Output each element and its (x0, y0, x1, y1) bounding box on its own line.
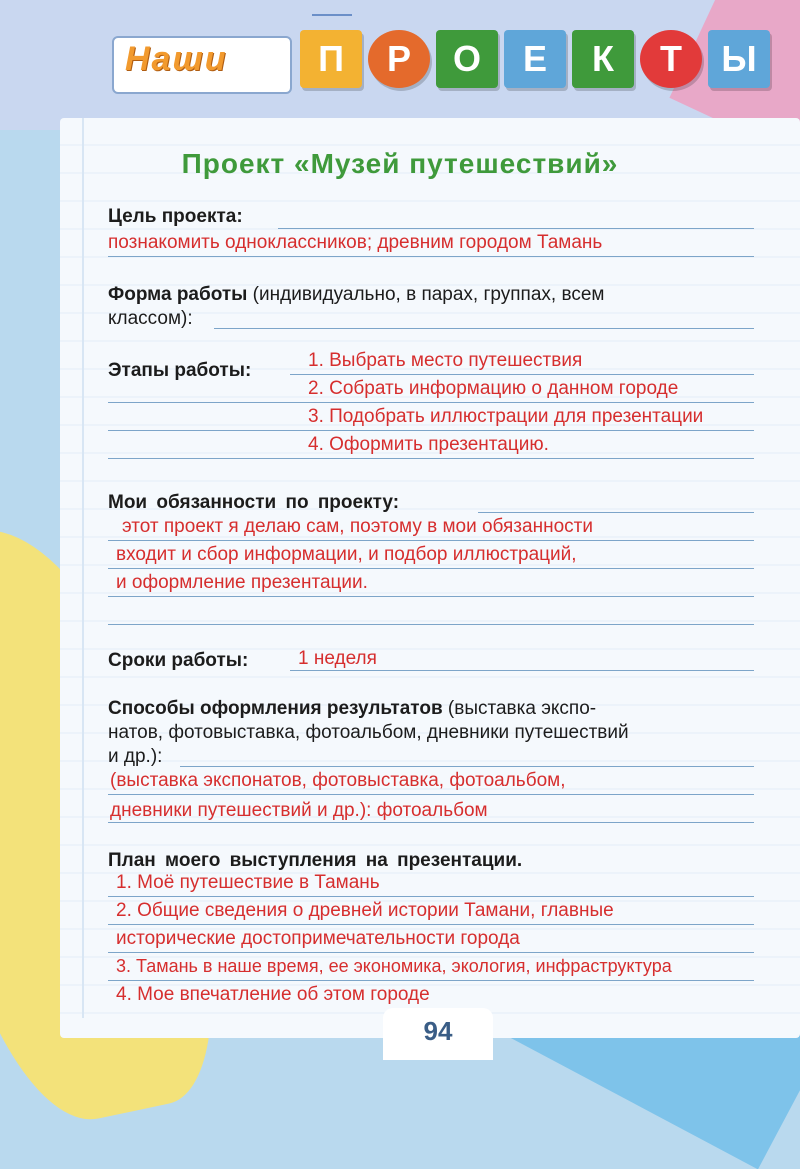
answer-line (290, 670, 754, 671)
answer-line (478, 512, 754, 513)
stage-item[interactable]: 4. Оформить презентацию. (308, 434, 549, 455)
answer-line (108, 896, 754, 897)
section-title: Наши (125, 40, 228, 78)
answer-line (108, 430, 754, 431)
goal-answer[interactable]: познакомить одноклассников; древним городом Тамань (108, 232, 603, 253)
answer-line (108, 402, 754, 403)
results-answer[interactable]: дневники путешествий и др.): фотоальбом (110, 800, 488, 821)
plan-item[interactable]: исторические достопримечательности города (116, 928, 520, 949)
duties-label: Мои обязанности по проекту: (108, 492, 400, 513)
duties-line[interactable]: входит и сбор информации, и подбор иллюстраций, (116, 544, 577, 565)
letter-tile-tomato: Т (640, 30, 702, 88)
plan-item[interactable]: 4. Мое впечатление об этом городе (116, 984, 430, 1005)
answer-line (108, 794, 754, 795)
plan-item[interactable]: 3. Тамань в наше время, ее экономика, экология, инфраструктура (116, 956, 672, 976)
answer-line (108, 924, 754, 925)
answer-line (214, 328, 754, 329)
stage-item[interactable]: 1. Выбрать место путешествия (308, 350, 583, 371)
answer-line (108, 458, 754, 459)
results-label-rest: (выставка экспо- (442, 698, 597, 719)
plan-item[interactable]: 2. Общие сведения о древней истории Тамани, главные (116, 900, 614, 921)
duties-line[interactable]: этот проект я делаю сам, поэтому в мои обязанности (122, 516, 593, 537)
letter-tile: Ы (708, 30, 770, 88)
answer-line (108, 624, 754, 625)
paper-margin (82, 118, 84, 1018)
letter-tile: К (572, 30, 634, 88)
letter-tile: П (300, 30, 362, 88)
work-form-label-bold: Форма работы (108, 284, 248, 305)
letter-tile-peach: Р (368, 30, 430, 88)
work-form-label-line2: классом): (108, 308, 193, 329)
answer-line (108, 980, 754, 981)
letters-banner (300, 30, 770, 88)
goal-label: Цель проекта: (108, 206, 243, 227)
stage-item[interactable]: 2. Собрать информацию о данном городе (308, 378, 679, 399)
answer-line (108, 568, 754, 569)
results-label-line3: и др.): (108, 746, 163, 767)
answer-line (180, 766, 754, 767)
plan-item[interactable]: 1. Моё путешествие в Тамань (116, 872, 380, 893)
answer-line (108, 952, 754, 953)
answer-line (108, 540, 754, 541)
answer-line (108, 596, 754, 597)
plan-label: План моего выступления на презентации. (108, 850, 523, 871)
deadline-label: Сроки работы: (108, 650, 249, 671)
answer-line (290, 374, 754, 375)
answer-line (108, 256, 754, 257)
letter-tile: О (436, 30, 498, 88)
page-header (0, 0, 800, 120)
answer-line (278, 228, 754, 229)
duties-line[interactable]: и оформление презентации. (116, 572, 368, 593)
stage-item[interactable]: 3. Подобрать иллюстрации для презентации (308, 406, 704, 427)
results-answer[interactable]: (выставка экспонатов, фотовыставка, фотоальбом, (110, 770, 566, 791)
stages-label: Этапы работы: (108, 360, 252, 381)
work-form-label-rest: (индивидуально, в парах, группах, всем (247, 284, 605, 305)
results-label (108, 698, 758, 720)
work-form-label (108, 284, 758, 306)
letter-tile: Е (504, 30, 566, 88)
deadline-answer[interactable]: 1 неделя (298, 648, 377, 669)
page-number: 94 (423, 1016, 453, 1046)
arrow-mark-icon (312, 14, 352, 26)
results-label-line2: натов, фотовыставка, фотоальбом, дневники путешествий (108, 722, 629, 743)
answer-line (108, 822, 754, 823)
results-label-bold: Способы оформления результатов (108, 698, 443, 719)
project-title: Проект «Музей путешествий» (181, 148, 619, 179)
